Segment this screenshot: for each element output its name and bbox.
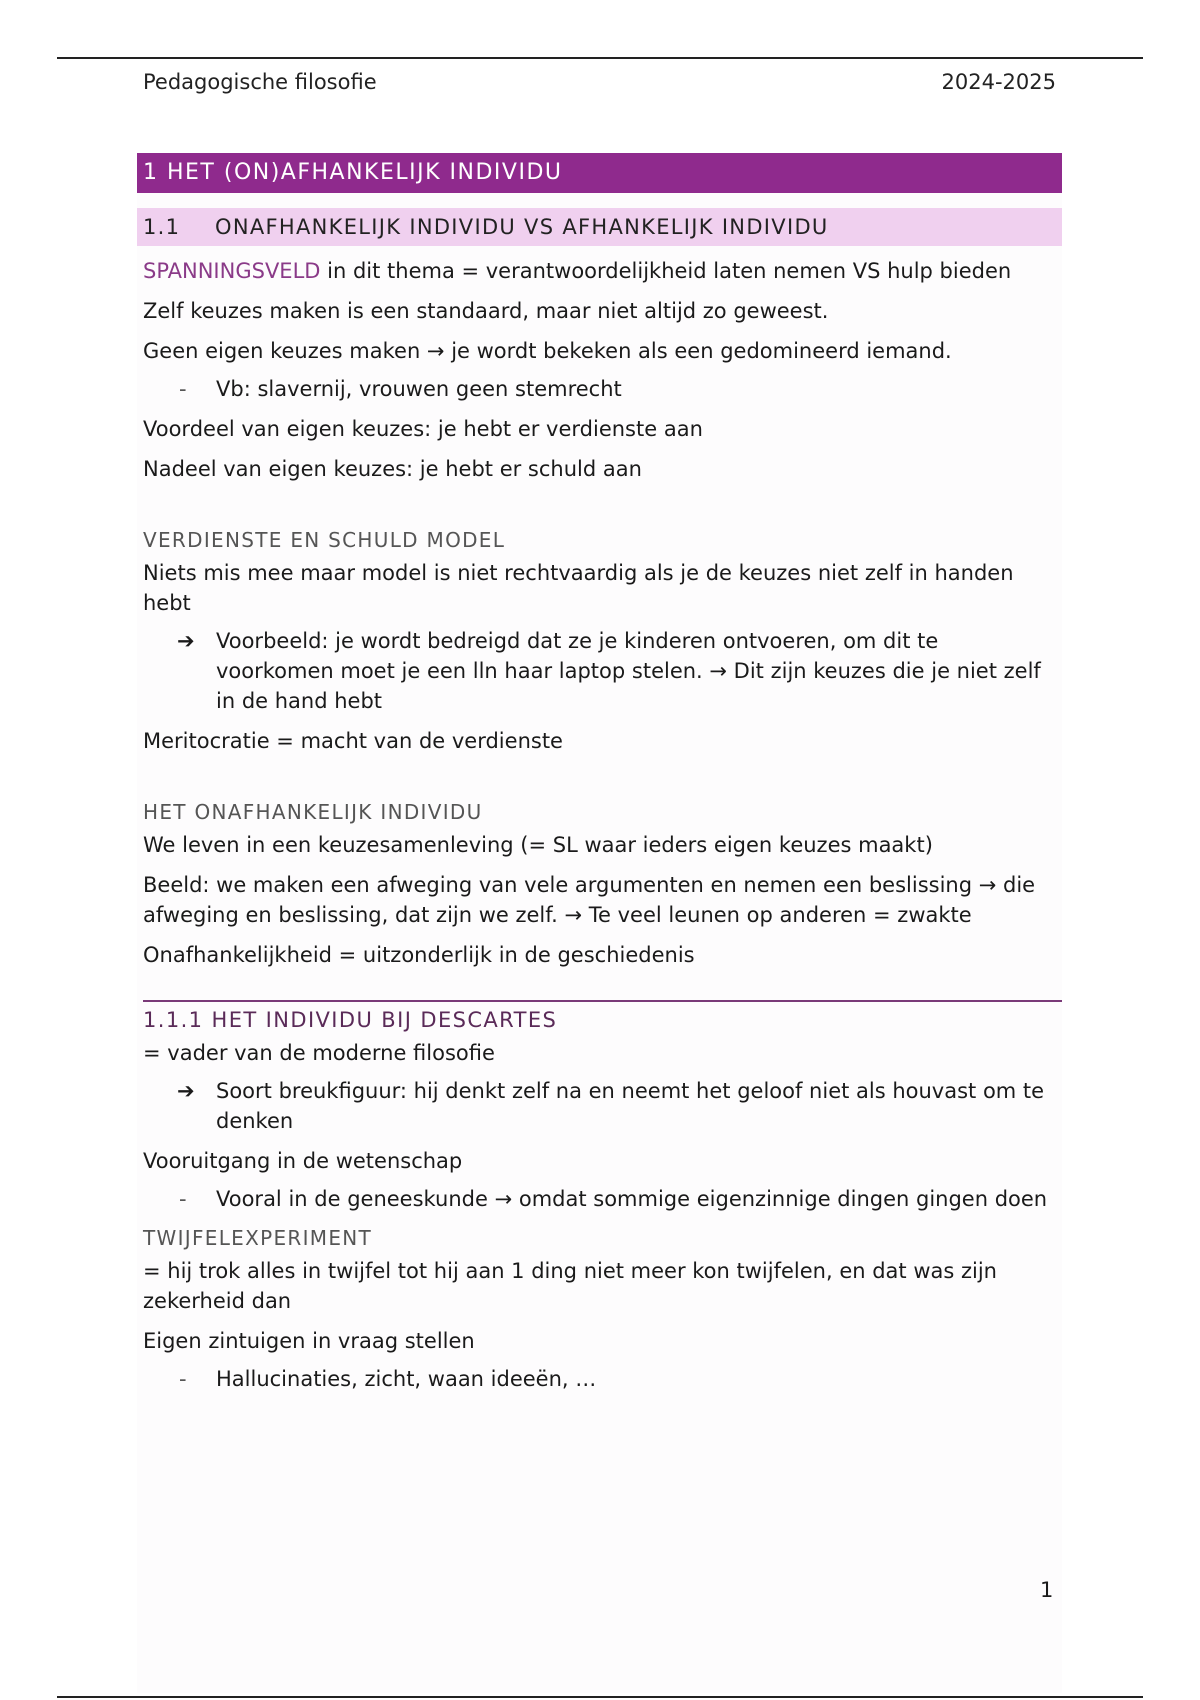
subheading-onafhankelijk: HET ONAFHANKELIJK INDIVIDU bbox=[143, 800, 483, 824]
subheading-twijfelexperiment: TWIJFELEXPERIMENT bbox=[143, 1226, 373, 1250]
list-item bbox=[137, 626, 1062, 716]
list-item-text: Soort breukfiguur: hij denkt zelf na en neemt het geloof niet als houvast om te denken bbox=[216, 1079, 1045, 1133]
paragraph: Onafhankelijkheid = uitzonderlijk in de geschiedenis bbox=[143, 943, 695, 967]
document-body bbox=[137, 153, 1062, 1693]
list-item bbox=[137, 1184, 1062, 1214]
list-item bbox=[137, 1076, 1062, 1136]
paragraph: Beeld: we maken een afweging van vele argumenten en nemen een beslissing → die afweging en beslissing, dat zijn we zelf. → Te veel leunen op anderen = zwakte bbox=[143, 873, 1036, 927]
heading-2-title: ONAFHANKELIJK INDIVIDU VS AFHANKELIJK INDIVIDU bbox=[215, 215, 829, 239]
page-header bbox=[143, 70, 1056, 94]
dash-bullet: - bbox=[179, 377, 187, 401]
section-divider bbox=[143, 1000, 1062, 1002]
list-item-text: Vooral in de geneeskunde → omdat sommige eigenzinnige dingen gingen doen bbox=[216, 1187, 1048, 1211]
header-rule bbox=[57, 57, 1143, 59]
dash-bullet: - bbox=[179, 1367, 187, 1391]
list-item-text: Voorbeeld: je wordt bedreigd dat ze je kinderen ontvoeren, om dit te voorkomen moet je een lln haar laptop stelen. → Dit zijn keuzes die je niet zelf in de hand hebt bbox=[216, 629, 1041, 713]
paragraph: Vooruitgang in de wetenschap bbox=[143, 1149, 463, 1173]
header-course: Pedagogische filosofie bbox=[143, 70, 377, 94]
list-item-text: Vb: slavernij, vrouwen geen stemrecht bbox=[216, 377, 622, 401]
keyword-spanningsveld: SPANNINGSVELD bbox=[143, 259, 321, 283]
paragraph: Zelf keuzes maken is een standaard, maar niet altijd zo geweest. bbox=[143, 299, 829, 323]
paragraph: Meritocratie = macht van de verdienste bbox=[143, 729, 563, 753]
paragraph: Nadeel van eigen keuzes: je hebt er schuld aan bbox=[143, 457, 642, 481]
paragraph: = vader van de moderne filosofie bbox=[143, 1041, 495, 1065]
paragraph: Geen eigen keuzes maken → je wordt bekeken als een gedomineerd iemand. bbox=[143, 339, 952, 363]
paragraph: We leven in een keuzesamenleving (= SL waar ieders eigen keuzes maakt) bbox=[143, 833, 933, 857]
list-item bbox=[137, 374, 1062, 404]
subheading-verdienste: VERDIENSTE EN SCHULD MODEL bbox=[143, 528, 506, 552]
heading-3-descartes: 1.1.1 HET INDIVIDU BIJ DESCARTES bbox=[143, 1008, 558, 1032]
list-item-text: Hallucinaties, zicht, waan ideeën, … bbox=[216, 1367, 597, 1391]
list-item bbox=[137, 1364, 1062, 1394]
arrow-bullet-icon: ➔ bbox=[177, 1079, 195, 1103]
heading-1: 1 HET (ON)AFHANKELIJK INDIVIDU bbox=[137, 153, 1062, 193]
paragraph: Voordeel van eigen keuzes: je hebt er verdienste aan bbox=[143, 417, 703, 441]
footer-rule bbox=[57, 1696, 1143, 1698]
paragraph: Niets mis mee maar model is niet rechtvaardig als je de keuzes niet zelf in handen hebt bbox=[143, 561, 1014, 615]
paragraph bbox=[137, 256, 1062, 286]
page-number: 1 bbox=[1040, 1578, 1054, 1602]
paragraph: Eigen zintuigen in vraag stellen bbox=[143, 1329, 475, 1353]
heading-2-number: 1.1 bbox=[143, 215, 181, 239]
heading-2 bbox=[137, 208, 1062, 246]
paragraph: = hij trok alles in twijfel tot hij aan 1 ding niet meer kon twijfelen, en dat was zijn zekerheid dan bbox=[143, 1259, 997, 1313]
dash-bullet: - bbox=[179, 1187, 187, 1211]
paragraph-text: in dit thema = verantwoordelijkheid laten nemen VS hulp bieden bbox=[320, 259, 1012, 283]
arrow-bullet-icon: ➔ bbox=[177, 629, 195, 653]
header-year: 2024-2025 bbox=[941, 70, 1056, 94]
